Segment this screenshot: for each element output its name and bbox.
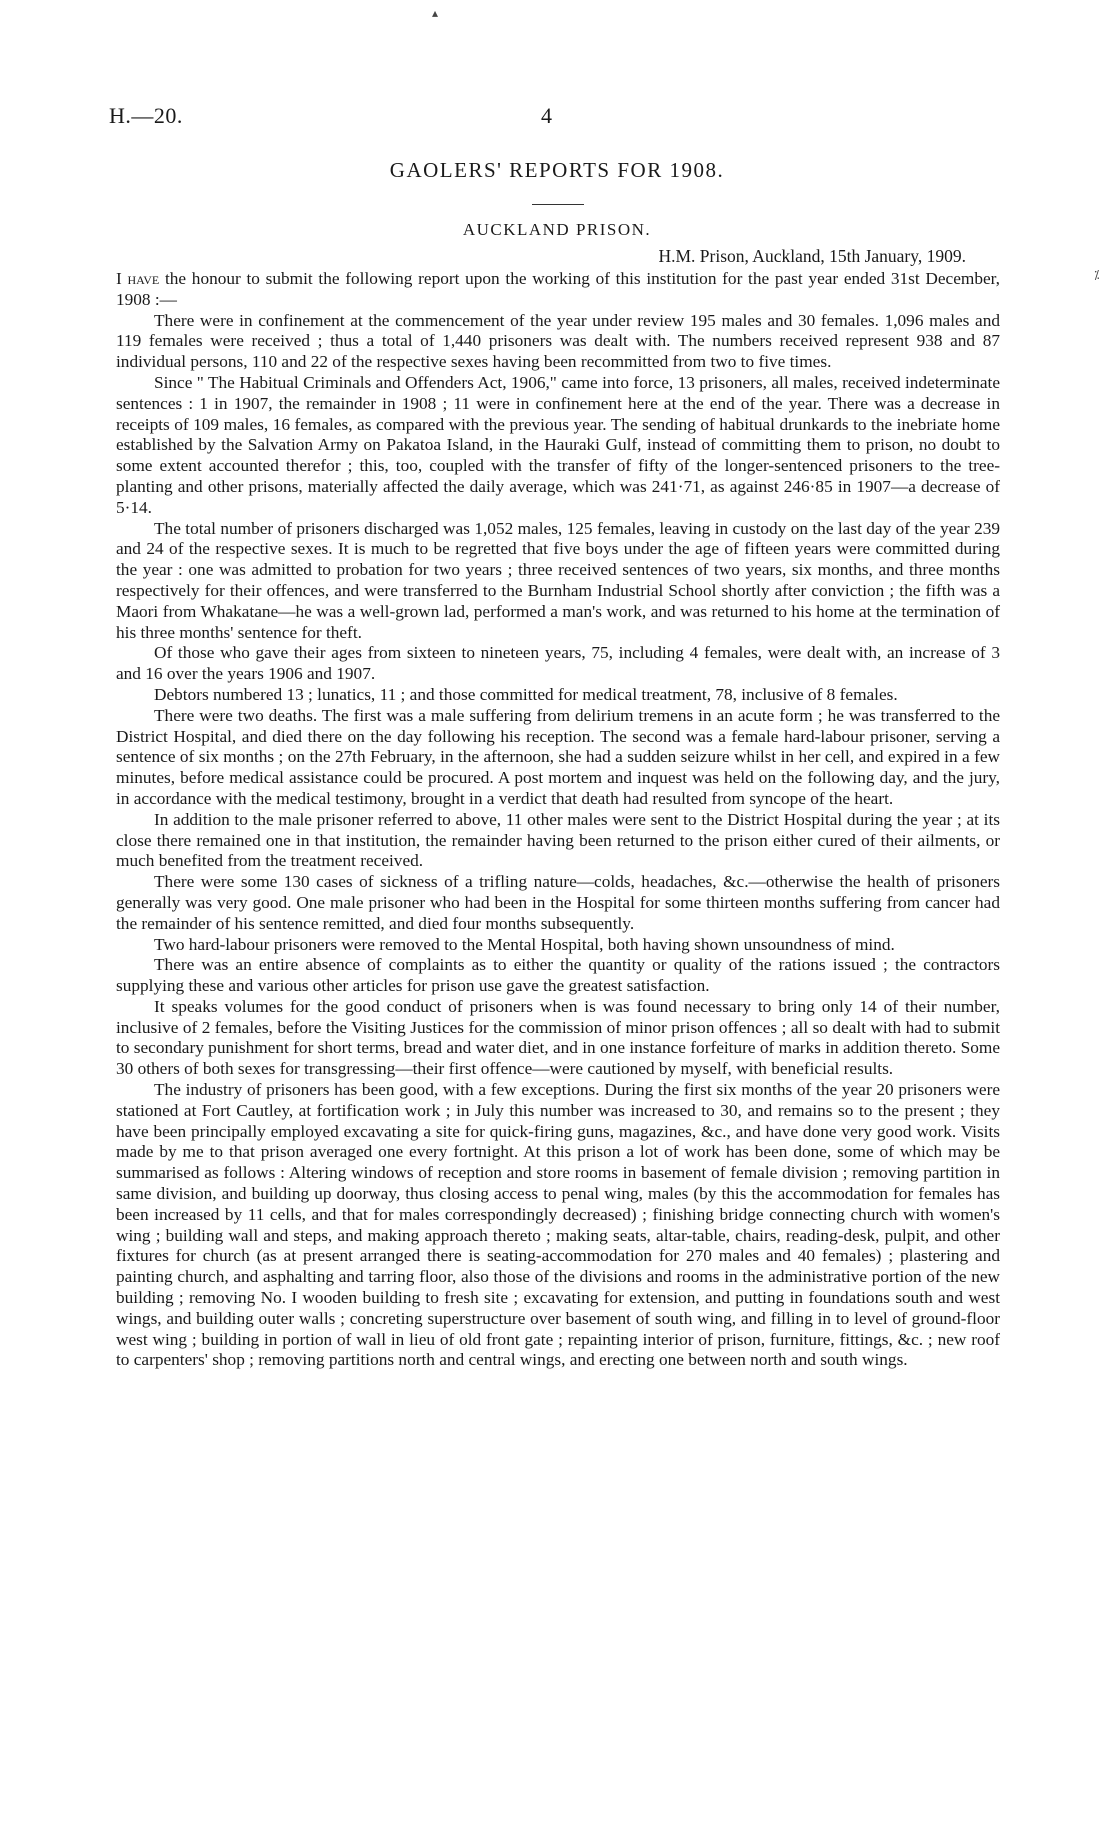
paragraph: There were in confinement at the commencement of the year under review 195 males and 30 females. 1,096 males and 119 females were received ; thus a total of 1,440 prisoners was dealt with. The numbers received represent 938 and 87 individual persons, 110 and 22 of the respective sexes having been recommitted from two to five times. [116, 310, 1000, 372]
paragraph: There were two deaths. The first was a male suffering from delirium tremens in an acute form ; he was transferred to the District Hospital, and died there on the day following his reception. The second was a female hard-labour prisoner, serving a sentence of six months ; on the 27th February, in the afternoon, she had a sudden seizure whilst in her cell, and expired in a few minutes, before medical assistance could be procured. A post mortem and inquest was held on the following day, and the jury, in accordance with the medical testimony, brought in a verdict that death had resulted from syncope of the heart. [116, 705, 1000, 808]
opening-text: the honour to submit the following report upon the working of this institution for the past year ended 31st December, 1908 :— [116, 269, 1001, 309]
paragraph: There was an entire absence of complaints as to either the quantity or quality of the rations issued ; the contractors supplying these and various other articles for prison use gave the greatest satisfaction. [116, 955, 1000, 996]
report-body [116, 269, 1000, 1371]
document-reference: H.—20. [109, 103, 183, 128]
paragraph: In addition to the male prisoner referred to above, 11 other males were sent to the District Hospital during the year ; at its close there remained one in that institution, the remainder having been returned to the prison either cured of their ailments, or much benefited from the treatment received. [116, 809, 1000, 871]
paragraph: The total number of prisoners discharged was 1,052 males, 125 females, leaving in custody on the last day of the year 239 and 24 of the respective sexes. It is much to be regretted that five boys under the age of fifteen years were committed during the year : one was admitted to probation for two years ; three received sentences of two years, six months, and three months respectively for their offences, and were transferred to the Burnham Industrial School shortly after conviction ; the fifth was a Maori from Whakatane—he was a well-grown lad, performed a man's work, and was returned to his home at the termination of his three months' sentence for theft. [116, 518, 1000, 642]
paragraph: Since " The Habitual Criminals and Offenders Act, 1906," came into force, 13 prisoners, all males, received indeterminate sentences : 1 in 1907, the remainder in 1908 ; 11 were in confinement here at the end of the year. There was a decrease in receipts of 109 males, 16 females, as compared with the previous year. The sending of habitual drunkards to the inebriate home established by the Salvation Army on Pakatoa Island, in the Hauraki Gulf, instead of committing them to prison, no doubt to some extent accounted therefor ; this, too, coupled with the transfer of fifty of the longer-sentenced prisoners to the tree-planting and other prisons, materially affected the daily average, which was 241·71, as against 246·85 in 1907—a decrease of 5·14. [116, 372, 1000, 517]
section-title: AUCKLAND PRISON. [462, 220, 652, 239]
paragraph: Two hard-labour prisoners were removed to the Mental Hospital, both having shown unsoundness of mind. [154, 934, 895, 954]
page-number: 4 [541, 103, 552, 128]
page-title: GAOLERS' REPORTS FOR 1908. [389, 158, 725, 182]
title-divider [532, 204, 584, 205]
opening-lead: I have [116, 269, 160, 288]
paragraph: There were some 130 cases of sickness of a trifling nature—colds, headaches, &c.—otherwise the health of prisoners generally was very good. One male prisoner who had been in the Hospital for some thirteen months suffering from cancer had the remainder of his sentence remitted, and died four months subsequently. [116, 872, 1000, 933]
paragraph: Of those who gave their ages from sixteen to nineteen years, 75, including 4 females, were dealt with, an increase of 3 and 16 over the years 1906 and 1907. [116, 643, 1000, 684]
scan-speck: ▴ [432, 6, 439, 20]
opening-paragraph [116, 269, 1000, 311]
paragraph: Debtors numbered 13 ; lunatics, 11 ; and those committed for medical treatment, 78, inclusive of 8 females. [154, 684, 898, 704]
paragraph: It speaks volumes for the good conduct of prisoners when is was found necessary to bring only 14 of their number, inclusive of 2 females, before the Visiting Justices for the commission of minor prison offences ; all so dealt with had to submit to secondary punishment for short terms, bread and water diet, and in one instance forfeiture of marks in addition thereto. Some 30 others of both sexes for transgressing—their first offence—were cautioned by myself, with beneficial results. [116, 996, 1000, 1079]
margin-mark: ⁒ [1094, 268, 1100, 282]
paragraph: The industry of prisoners has been good, with a few exceptions. During the first six months of the year 20 prisoners were stationed at Fort Cautley, at fortification work ; in July this number was increased to 30, and remains so to the present ; they have been principally employed excavating a site for quick-firing guns, magazines, &c., and have done very good work. Visits made by me to that prison averaged one every fortnight. At this prison a lot of work has been done, some of which may be summarised as follows : Altering windows of reception and store rooms in basement of female division ; removing partition in same division, and building up doorway, thus closing access to penal wing, males (by this the accommodation for females has been increased by 11 cells, and that for males correspondingly decreased) ; finishing bridge connecting church with women's wing ; building wall and steps, and making approach thereto ; making seats, altar-table, chairs, reading-desk, pulpit, and other fixtures for church (as at present arranged there is seating-accommodation for 270 males and 40 females) ; plastering and painting church, and asphalting and tarring floor, also those of the divisions and rooms in the administrative portion of the new building ; removing No. I wooden building to fresh site ; excavating for extension, and putting in foundations south and west wings, and building outer walls ; concreting superstructure over basement of south wing, and filling in to level of ground-floor west wing ; building in portion of wall in lieu of old front gate ; repainting interior of prison, furniture, fittings, &c. ; new roof to carpenters' shop ; removing partitions north and central wings, and erecting one between north and south wings. [116, 1080, 1000, 1370]
dateline: H.M. Prison, Auckland, 15th January, 1909. [658, 246, 966, 266]
